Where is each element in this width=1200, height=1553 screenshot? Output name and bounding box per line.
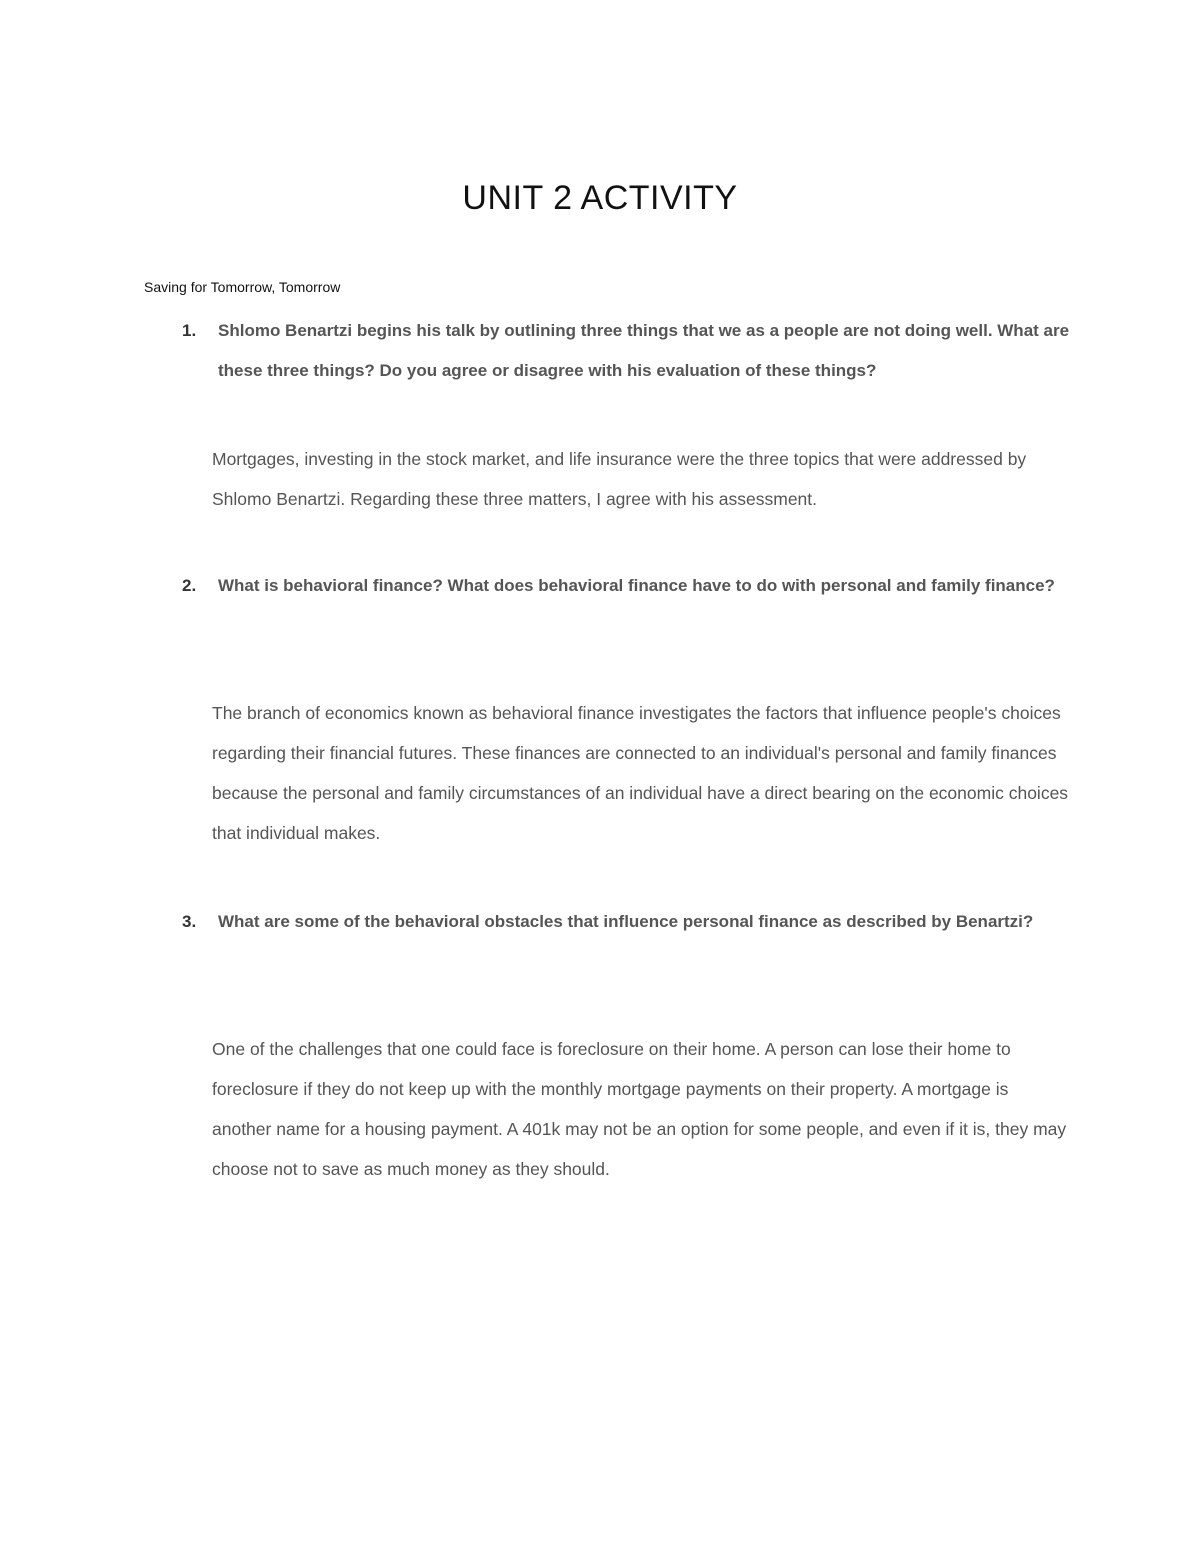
question-3 xyxy=(182,902,1098,942)
question-number: 1. xyxy=(182,321,197,340)
question-text: What is behavioral finance? What does behavioral finance have to do with personal and family finance? xyxy=(218,576,1055,595)
question-2 xyxy=(182,566,1098,606)
question-text: What are some of the behavioral obstacles that influence personal finance as described by Benartzi? xyxy=(218,912,1034,931)
answer-1: Mortgages, investing in the stock market, and life insurance were the three topics that were addressed by Shlomo Benartzi. Regarding these three matters, I agree with his assessment. xyxy=(212,449,1027,509)
question-number: 3. xyxy=(182,912,197,931)
question-text: Shlomo Benartzi begins his talk by outlining three things that we as a people are not doing well. What are these three things? Do you agree or disagree with his evaluation of these things? xyxy=(218,321,1070,380)
answer-2: The branch of economics known as behavioral finance investigates the factors that influence people's choices regarding their financial futures. These finances are connected to an individual's personal and family finances because the personal and family circumstances of an individual have a direct bearing on the economic choices that individual makes. xyxy=(212,703,1069,843)
answer-3: One of the challenges that one could face is foreclosure on their home. A person can lose their home to foreclosure if they do not keep up with the monthly mortgage payments on their property. A mortgage is another name for a housing payment. A 401k may not be an option for some people, and even if it is, they may choose not to save as much money as they should. xyxy=(212,1039,1067,1179)
document-subtitle: Saving for Tomorrow, Tomorrow xyxy=(144,279,341,295)
question-number: 2. xyxy=(182,576,197,595)
question-1 xyxy=(182,311,1098,391)
page-title: UNIT 2 ACTIVITY xyxy=(462,179,738,217)
